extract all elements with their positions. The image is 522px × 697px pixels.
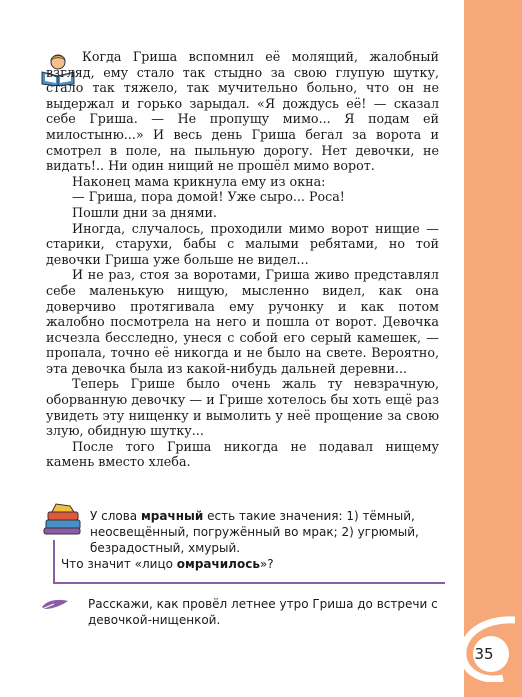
vocab-question-suffix: »? bbox=[259, 557, 274, 571]
story-paragraph: Пошли дни за днями. bbox=[72, 204, 217, 220]
story-text bbox=[46, 49, 439, 470]
vocab-word: мрачный bbox=[140, 509, 204, 523]
task-prompt bbox=[48, 596, 443, 628]
story-paragraph: И не раз, стоя за воротами, Гриша живо представлял себе маленькую нищую, мысленно видел, как она доверчиво протягивала ему ручонку и как потом жалобно посмотрела на него и пошла от ворот. Девочка исчезла бесследно, унеся с собой его серый камешек, — пропала, точно её никогда и не было на свете. Вероятно, эта девочка была из какой-нибудь дальней деревни... bbox=[46, 267, 439, 376]
story-paragraph: После того Гриша никогда не подавал нищему камень вместо хлеба. bbox=[46, 438, 439, 470]
orange-sidebar bbox=[464, 0, 522, 697]
story-paragraph: Иногда, случалось, проходили мимо ворот нищие — старики, старухи, бабы с малыми ребятами, но той девочки Гриша уже больше не видел... bbox=[46, 220, 439, 267]
story-paragraph: Наконец мама крикнула ему из окна: bbox=[72, 173, 326, 189]
story-paragraph: Теперь Грише было очень жаль ту невзрачную, оборванную девочку — и Грише хотелось бы хоть ещё раз увидеть эту нищенку и вымолить у неё прощение за свою злую, обидную шутку... bbox=[46, 376, 439, 439]
task-text: Расскажи, как провёл летнее утро Гриша до встречи с девочкой-нищенкой. bbox=[88, 597, 438, 627]
vocab-question-word: омрачилось bbox=[176, 557, 260, 571]
story-paragraph: Когда Гриша вспомнил её молящий, жалобный взгляд, ему стало так стыдно за свою глупую шутку, стало так тяжело, так мучительно больно, что он не выдержал и горько зарыдал. «Я дождусь её! — сказал себе Гриша. — Не пропущу мимо... Я подам ей милостыню...» И весь день Гриша бегал за ворота и смотрел в поле, на пыльную дорогу. Нет девочки, не видать!.. Ни один нищий не прошёл мимо ворот. bbox=[46, 49, 439, 174]
vocab-prefix: У слова bbox=[90, 509, 141, 523]
vocab-question bbox=[48, 556, 443, 572]
vocab-question-prefix: Что значит «лицо bbox=[61, 557, 177, 571]
story-paragraph: — Гриша, пора домой! Уже сыро... Роса! bbox=[72, 189, 345, 205]
page-number: 35 bbox=[474, 645, 494, 663]
vocab-meanings: есть такие значения: 1) тёмный, неосвещённый, погружённый во мрак; 2) угрюмый, безрадостный, хмурый. bbox=[90, 509, 419, 555]
vocabulary-note bbox=[48, 508, 443, 572]
